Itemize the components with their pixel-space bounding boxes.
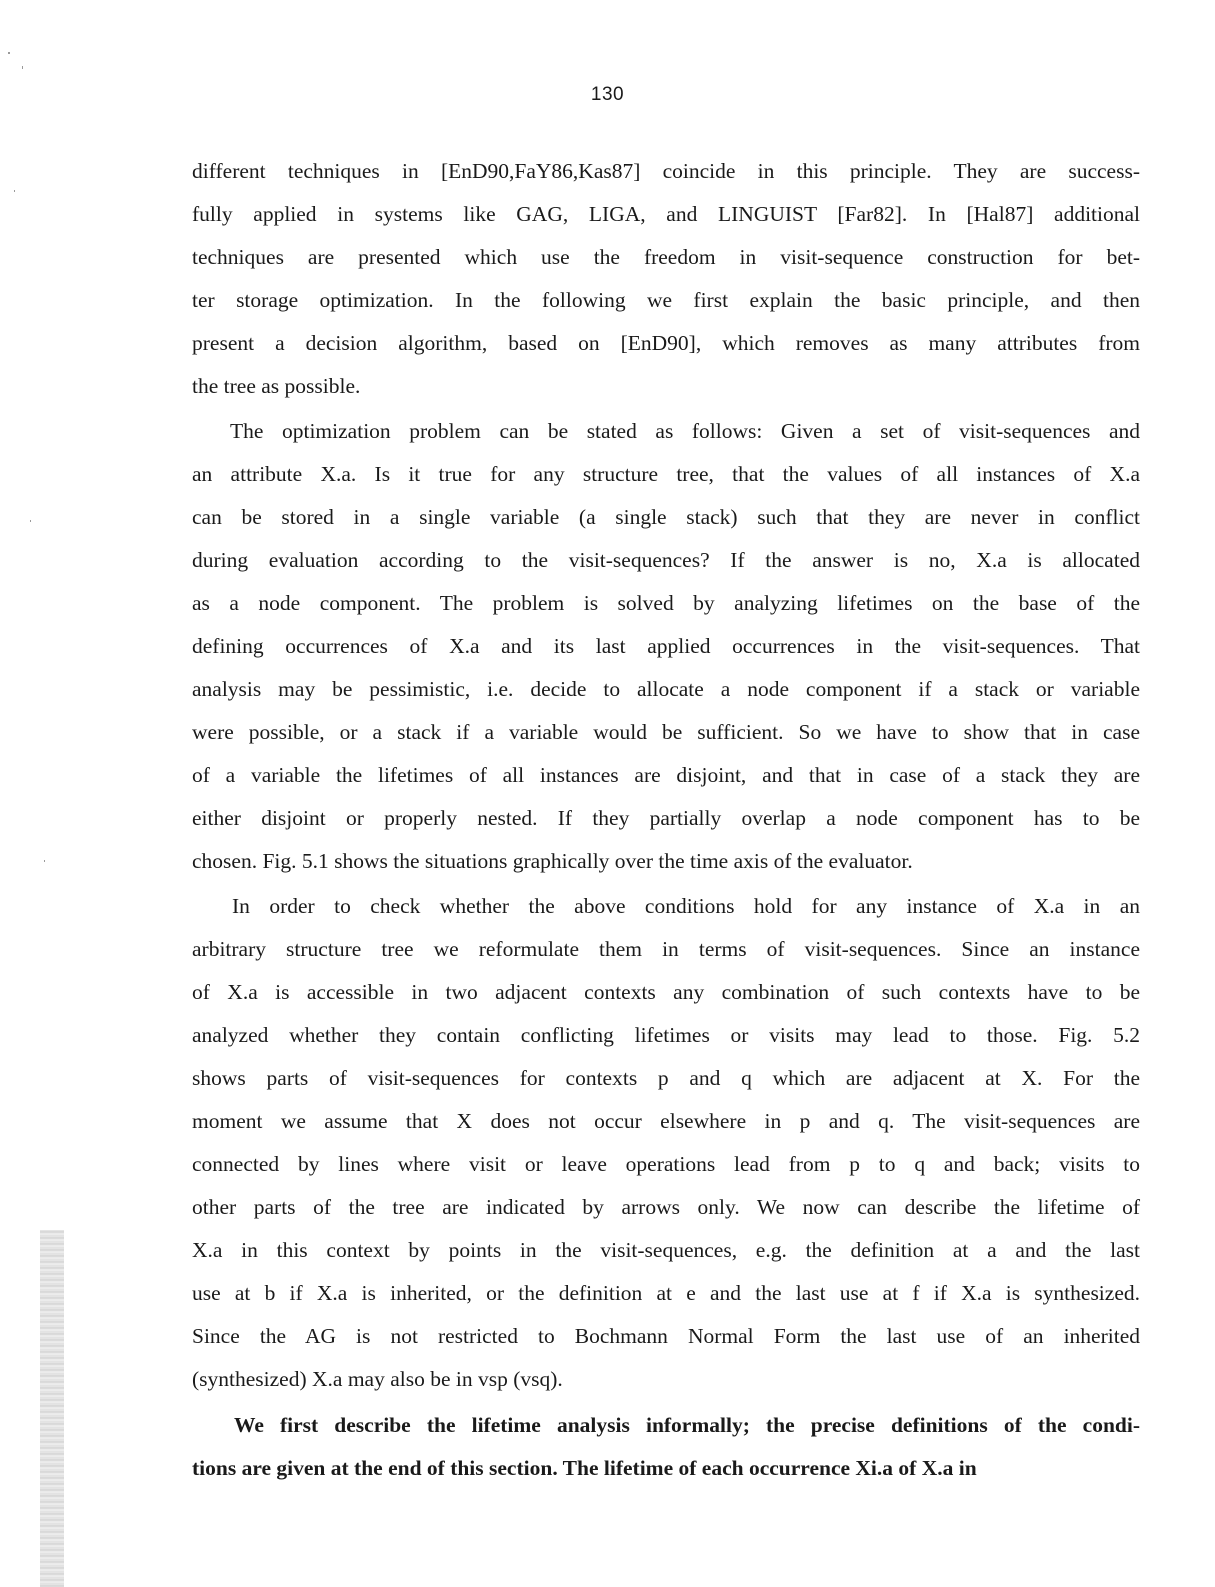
- paragraph-2-line-8: were possible, or a stack if a variable would be sufficient. So we have to show that in case: [192, 720, 1140, 744]
- paragraph-1-line-4: ter storage optimization. In the following we first explain the basic principle, and then: [192, 288, 1140, 312]
- paragraph-2-line-7: analysis may be pessimistic, i.e. decide to allocate a node component if a stack or variable: [192, 677, 1140, 701]
- paragraph-3-line-9: X.a in this context by points in the visit-sequences, e.g. the definition at a and the last: [192, 1238, 1140, 1262]
- paragraph-2-line-2: an attribute X.a. Is it true for any structure tree, that the values of all instances of X.a: [192, 462, 1140, 486]
- paragraph-2-line-11: chosen. Fig. 5.1 shows the situations graphically over the time axis of the evaluator.: [192, 849, 913, 873]
- paragraph-3-line-4: analyzed whether they contain conflicting lifetimes or visits may lead to those. Fig. 5.2: [192, 1023, 1140, 1047]
- paragraph-1-line-3: techniques are presented which use the freedom in visit-sequence construction for bet-: [192, 245, 1140, 269]
- paragraph-1-line-5: present a decision algorithm, based on [EnD90], which removes as many attributes from: [192, 331, 1140, 355]
- paragraph-3-line-8: other parts of the tree are indicated by arrows only. We now can describe the lifetime of: [192, 1195, 1140, 1219]
- paragraph-2-line-9: of a variable the lifetimes of all instances are disjoint, and that in case of a stack they are: [192, 763, 1140, 787]
- paragraph-2-line-1: The optimization problem can be stated as follows: Given a set of visit-sequences and: [230, 419, 1140, 443]
- paragraph-4-line-2: tions are given at the end of this section. The lifetime of each occurrence Xi.a of X.a in: [192, 1456, 977, 1480]
- paragraph-2-line-5: as a node component. The problem is solved by analyzing lifetimes on the base of the: [192, 591, 1140, 615]
- paragraph-2-line-3: can be stored in a single variable (a single stack) such that they are never in conflict: [192, 505, 1140, 529]
- paragraph-1-line-1: different techniques in [EnD90,FaY86,Kas87] coincide in this principle. They are success-: [192, 159, 1140, 183]
- paragraph-4-line-1: We first describe the lifetime analysis informally; the precise definitions of the condi-: [234, 1413, 1140, 1437]
- paragraph-2-line-6: defining occurrences of X.a and its last applied occurrences in the visit-sequences. That: [192, 634, 1140, 658]
- paragraph-3-line-12: (synthesized) X.a may also be in vsp (vsq).: [192, 1367, 563, 1391]
- paragraph-3-line-6: moment we assume that X does not occur elsewhere in p and q. The visit-sequences are: [192, 1109, 1140, 1133]
- paragraph-2-line-4: during evaluation according to the visit-sequences? If the answer is no, X.a is allocated: [192, 548, 1140, 572]
- scan-edge-artifact: [0, 0, 70, 1587]
- paragraph-3-line-5: shows parts of visit-sequences for contexts p and q which are adjacent at X. For the: [192, 1066, 1140, 1090]
- paragraph-3-line-2: arbitrary structure tree we reformulate them in terms of visit-sequences. Since an instance: [192, 937, 1140, 961]
- scan-binding-shadow: [40, 1230, 64, 1587]
- paragraph-2-line-10: either disjoint or properly nested. If they partially overlap a node component has to be: [192, 806, 1140, 830]
- paragraph-3-line-11: Since the AG is not restricted to Bochmann Normal Form the last use of an inherited: [192, 1324, 1140, 1348]
- paragraph-3-line-7: connected by lines where visit or leave operations lead from p to q and back; visits to: [192, 1152, 1140, 1176]
- paragraph-3-line-3: of X.a is accessible in two adjacent contexts any combination of such contexts have to be: [192, 980, 1140, 1004]
- paragraph-1-line-2: fully applied in systems like GAG, LIGA, and LINGUIST [Far82]. In [Hal87] additional: [192, 202, 1140, 226]
- page-number: 130: [590, 84, 625, 105]
- paragraph-3-line-1: In order to check whether the above conditions hold for any instance of X.a in an: [232, 894, 1140, 918]
- paragraph-3-line-10: use at b if X.a is inherited, or the definition at e and the last use at f if X.a is synthesized.: [192, 1281, 1140, 1305]
- paragraph-1-line-6: the tree as possible.: [192, 374, 361, 398]
